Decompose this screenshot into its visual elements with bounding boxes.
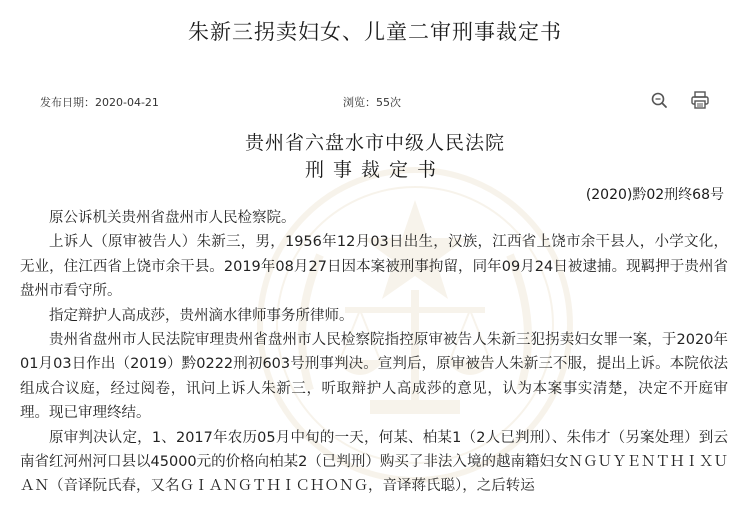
document-body (20, 206, 728, 499)
zoom-icon[interactable] (649, 90, 669, 110)
meta-bar (0, 88, 750, 114)
paragraph-defender: 指定辩护人高成莎，贵州滴水律师事务所律师。 (49, 307, 354, 324)
publish-date: 发布日期：2020-04-21 (40, 96, 159, 109)
case-number: (2020)黔02刑终68号 (585, 187, 724, 203)
court-name: 贵州省六盘水市中级人民法院 (244, 132, 505, 154)
paragraph-appellant: 上诉人（原审被告人）朱新三，男，1956年12月03日出生，汉族，江西省上饶市余干县人，小学文化，无业，住江西省上饶市余干县。2019年08月27日因本案被刑事拘留，同年09月24日被逮捕。现羁押于贵州省盘州市看守所。 (20, 234, 728, 300)
print-icon[interactable] (690, 90, 710, 110)
view-count: 浏览：55次 (343, 96, 401, 109)
zoom-icon-glyph (649, 90, 669, 110)
paragraph-procedure: 贵州省盘州市人民法院审理贵州省盘州市人民检察院指控原审被告人朱新三犯拐卖妇女罪一案，于2020年01月03日作出（2019）黔0222刑初603号刑事判决。宣判后，原审被告人朱新三不服，提出上诉。本院依法组成合议庭，经过阅卷，讯问上诉人朱新三，听取辩护人高成莎的意见，认为本案事实清楚，决定不开庭审理。现已审理终结。 (20, 332, 728, 422)
document-title: 朱新三拐卖妇女、儿童二审刑事裁定书 (188, 20, 562, 44)
ruling-type: 刑事裁定书 (304, 159, 445, 181)
paragraph-prosecutor: 原公诉机关贵州省盘州市人民检察院。 (49, 210, 296, 226)
paragraph-findings: 原审判决认定，1、2017年农历05月中旬的一天，何某、柏某1（2人已判刑）、朱伟才（另案处理）到云南省红河州河口县以45000元的价格向柏某2（已判刑）购买了非法入境的越南籍妇女ＮＧＵＹＥＮＴＨＩＸＵＡＮ（音译阮氏春，又名ＧＩＡＮＧＴＨＩＣＨＯＮＧ，音译蒋氏聪），之后转运 (20, 429, 728, 495)
print-icon-glyph (690, 90, 710, 110)
